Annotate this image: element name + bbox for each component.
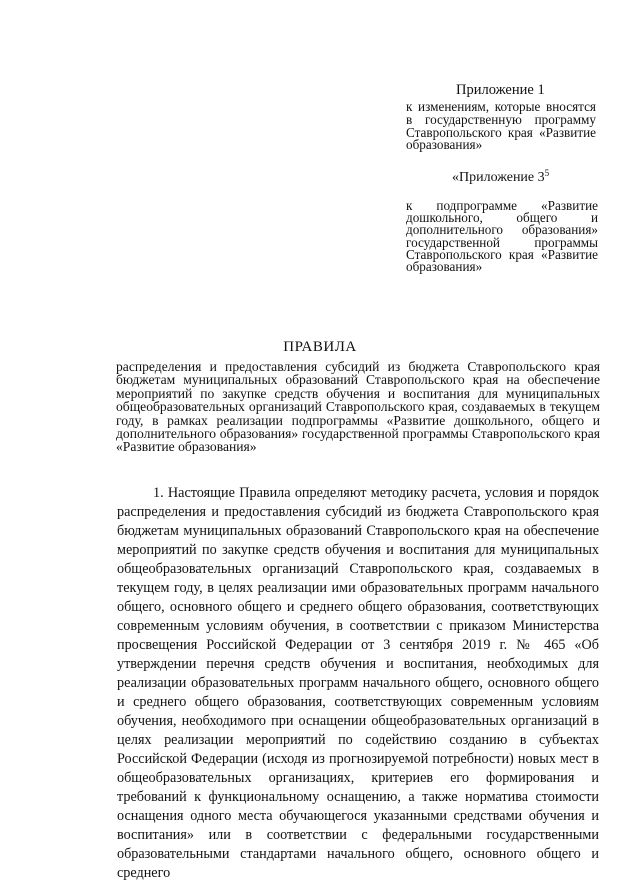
sub-appendix-superscript: 5 (544, 168, 550, 178)
document-title: ПРАВИЛА (283, 339, 357, 355)
sub-appendix-text: к подпрограмме «Развитие дошкольного, общего и дополнительного образования» государственной программы Ставропольского края «Развитие образования» (406, 198, 598, 275)
sub-appendix-title-text: «Приложение 3 (452, 170, 545, 185)
sub-appendix-title (452, 169, 549, 186)
paragraph-1: 1. Настоящие Правила определяют методику расчета, условия и порядок распределения и предоставления субсидий из бюджета Ставропольского края бюджетам муниципальных образований Ставропольского края на обеспечение мероприятий по закупке средств обучения и воспитания для муниципальных общеобразовательных организаций Ставропольского края, создаваемых в текущем году, в целях реализации ими образовательных программ начального общего, основного общего и среднего общего образования, соответствующих современным условиям обучения, в соответствии с приказом Министерства просвещения Российской Федерации от 3 сентября 2019 г. № 465 «Об утверждении перечня средств обучения и воспитания, необходимых для реализации образовательных программ начального общего, основного общего и среднего общего образования, соответствующих современным условиям обучения, необходимого при оснащении общеобразовательных организаций в целях реализации мероприятий по содействию созданию в субъектах Российской Федерации (исходя из прогнозируемой потребности) новых мест в общеобразовательных организациях, критериев его формирования и требований к функциональному оснащению, а также норматива стоимости оснащения одного места обучающегося указанными средствами обучения и воспитания» или в соответствии с федеральными государственными образовательными стандартами начального общего, основного общего и среднего (117, 485, 599, 881)
document-subtitle: распределения и предоставления субсидий из бюджета Ставропольского края бюджетам муниципальных образований Ставропольского края на обеспечение мероприятий по закупке средств обучения и воспитания для муниципальных общеобразовательных организаций Ставропольского края, создаваемых в текущем году, в рамках реализации подпрограммы «Развитие дошкольного, общего и дополнительного образования» государственной программы Ставропольского края «Развитие образования» (116, 359, 600, 455)
appendix-title: Приложение 1 (456, 82, 545, 98)
appendix-text: к изменениям, которые вносятся в государственную программу Ставропольского края «Развитие образования» (406, 99, 596, 153)
